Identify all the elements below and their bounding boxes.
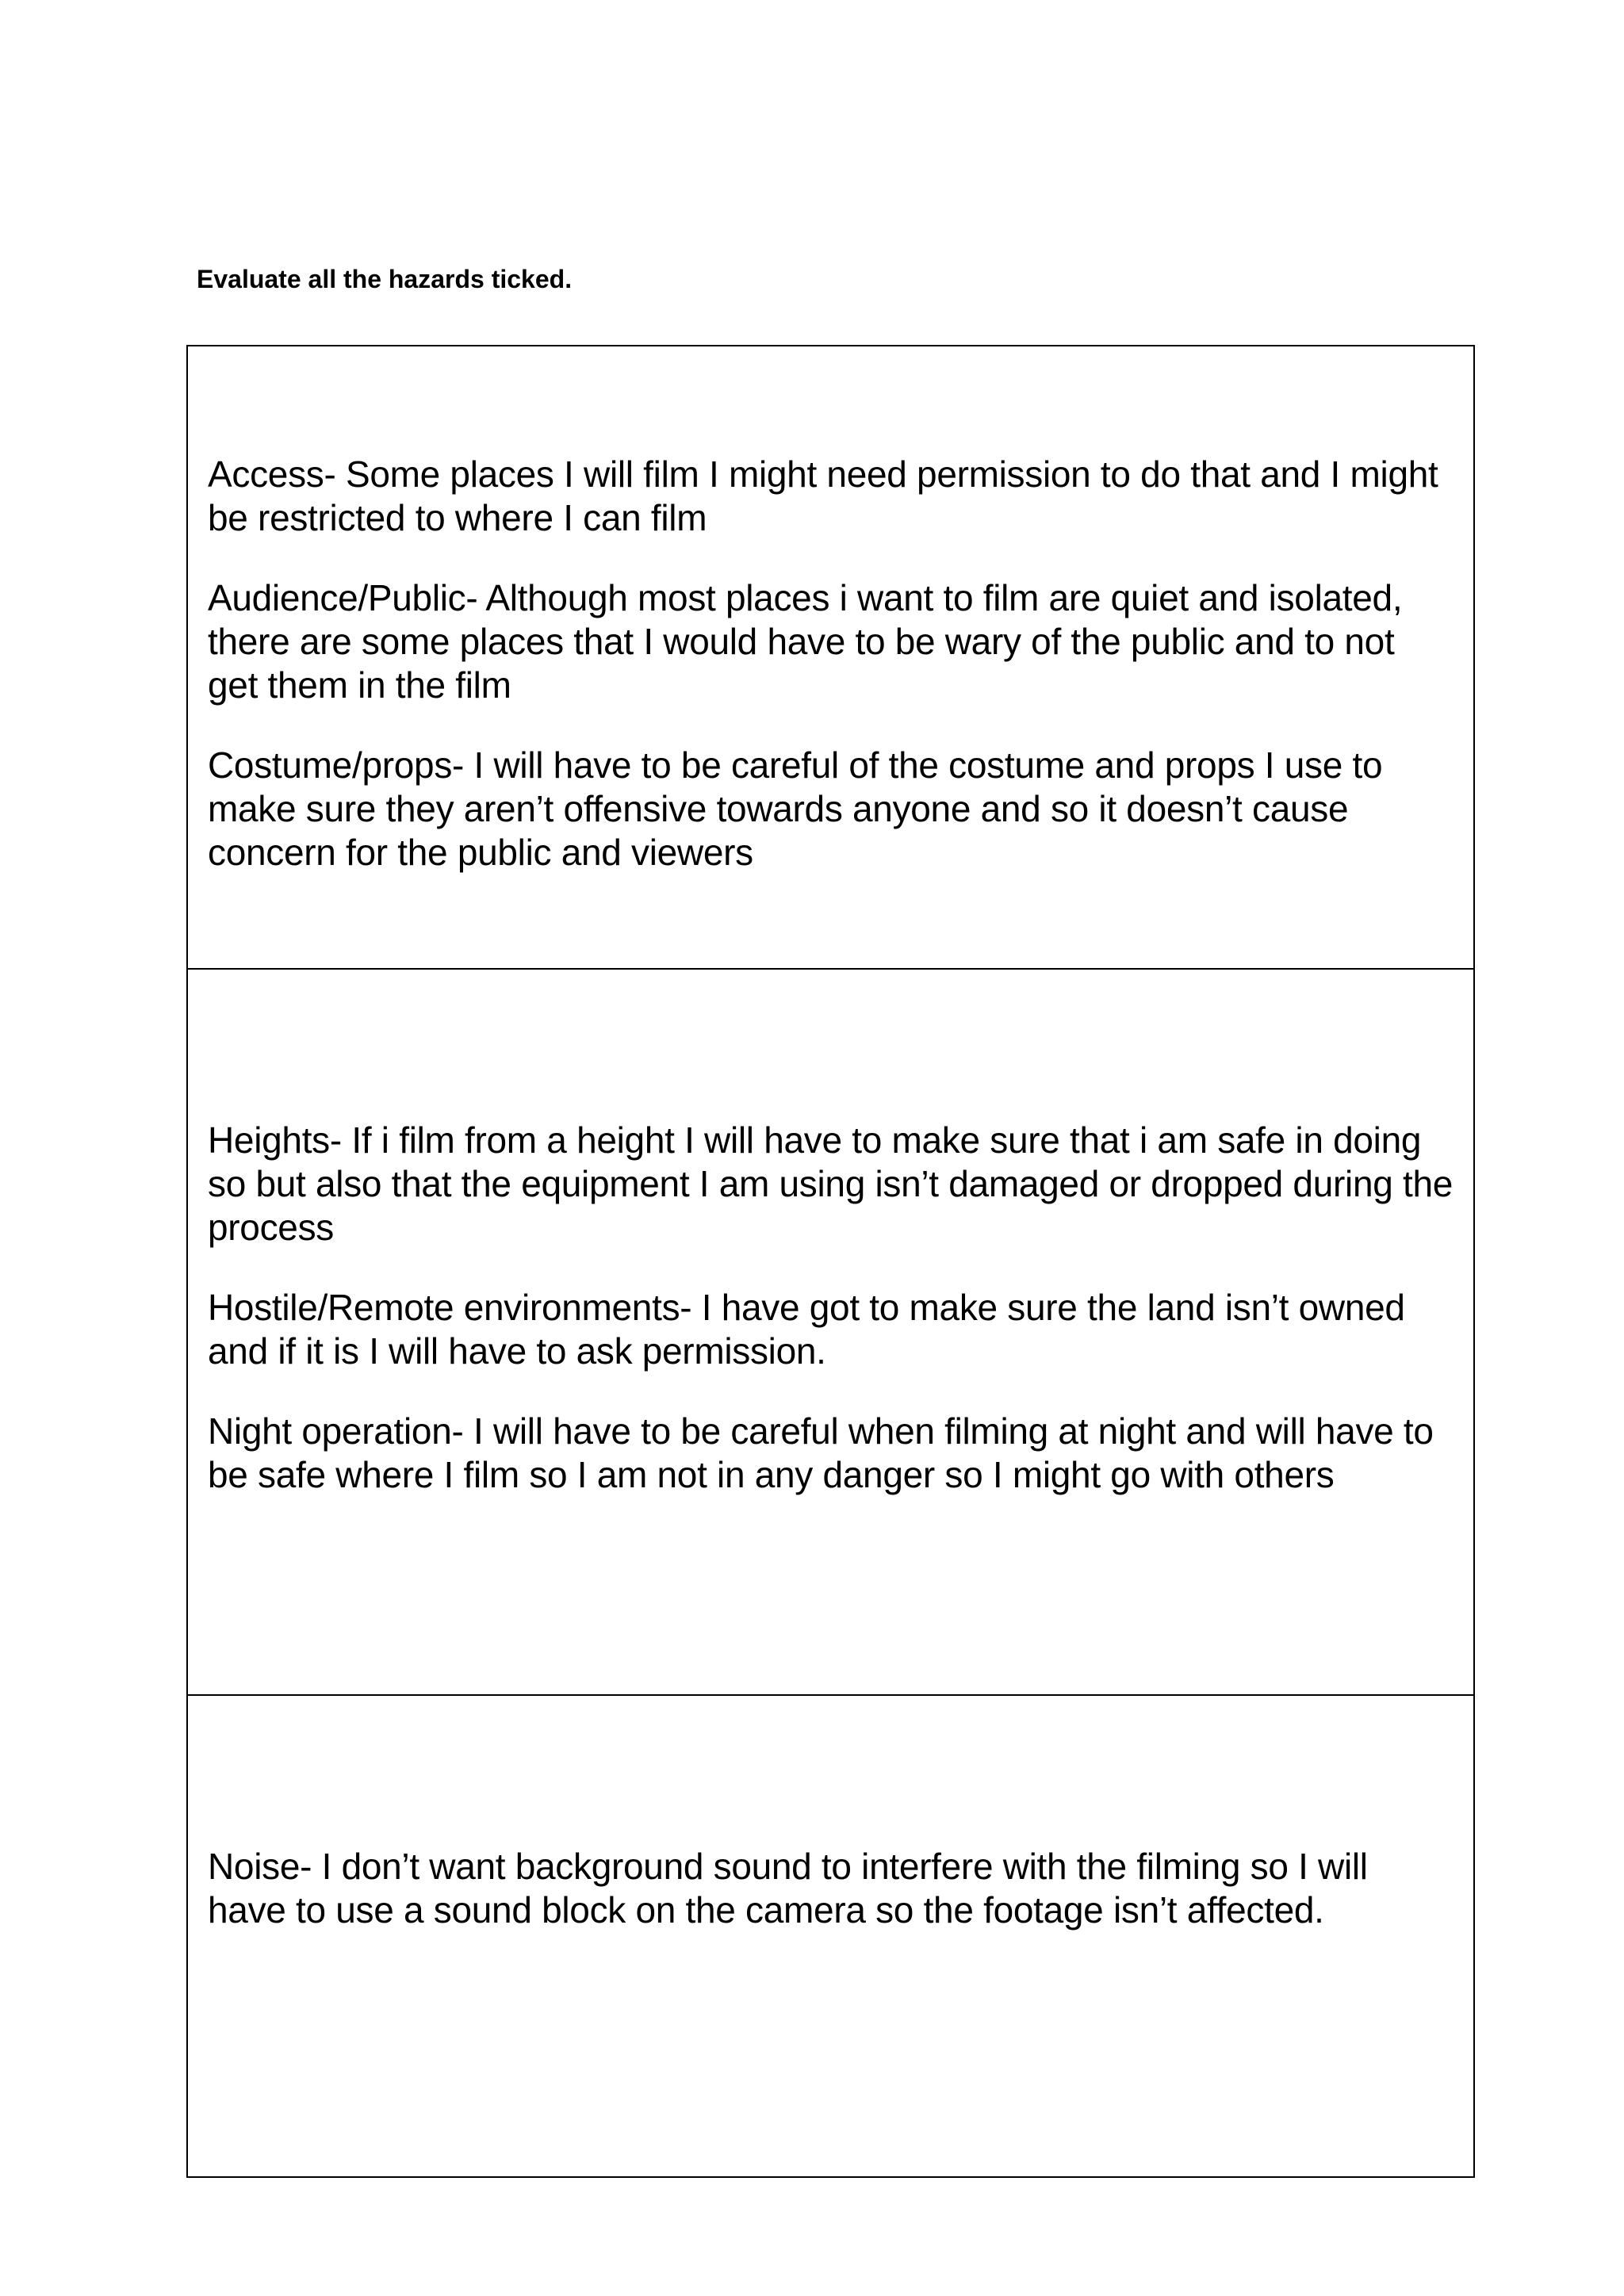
hazard-entry-heights: Heights- If i film from a height I will have to make sure that i am safe in doing so but also that the equipment I am using isn’t damaged or dropped during the process — [208, 1119, 1454, 1248]
hazard-evaluation-table — [186, 345, 1475, 2178]
hazard-entry-audience-public: Audience/Public- Although most places i want to film are quiet and isolated, there are some places that I would have to be wary of the public and to not get them in the film — [208, 577, 1403, 706]
hazard-section-1 — [188, 346, 1473, 970]
page-heading: Evaluate all the hazards ticked. — [197, 265, 573, 293]
hazard-section-2 — [188, 970, 1473, 1696]
hazard-entry-night-operation: Night operation- I will have to be careful when filming at night and will have to be safe where I film so I am not in any danger so I might go with others — [208, 1410, 1434, 1495]
hazard-entry-noise: Noise- I don’t want background sound to interfere with the filming so I will have to use a sound block on the camera so the footage isn’t affected. — [208, 1846, 1368, 1931]
hazard-section-3 — [188, 1696, 1473, 2176]
hazard-entry-access: Access- Some places I will film I might need permission to do that and I might be restricted to where I can film — [208, 453, 1438, 538]
hazard-entry-costume-props: Costume/props- I will have to be careful of the costume and props I use to make sure they aren’t offensive towards anyone and so it doesn’t cause concern for the public and viewers — [208, 744, 1383, 873]
hazard-entry-hostile-remote: Hostile/Remote environments- I have got to make sure the land isn’t owned and if it is I will have to ask permission. — [208, 1287, 1405, 1372]
